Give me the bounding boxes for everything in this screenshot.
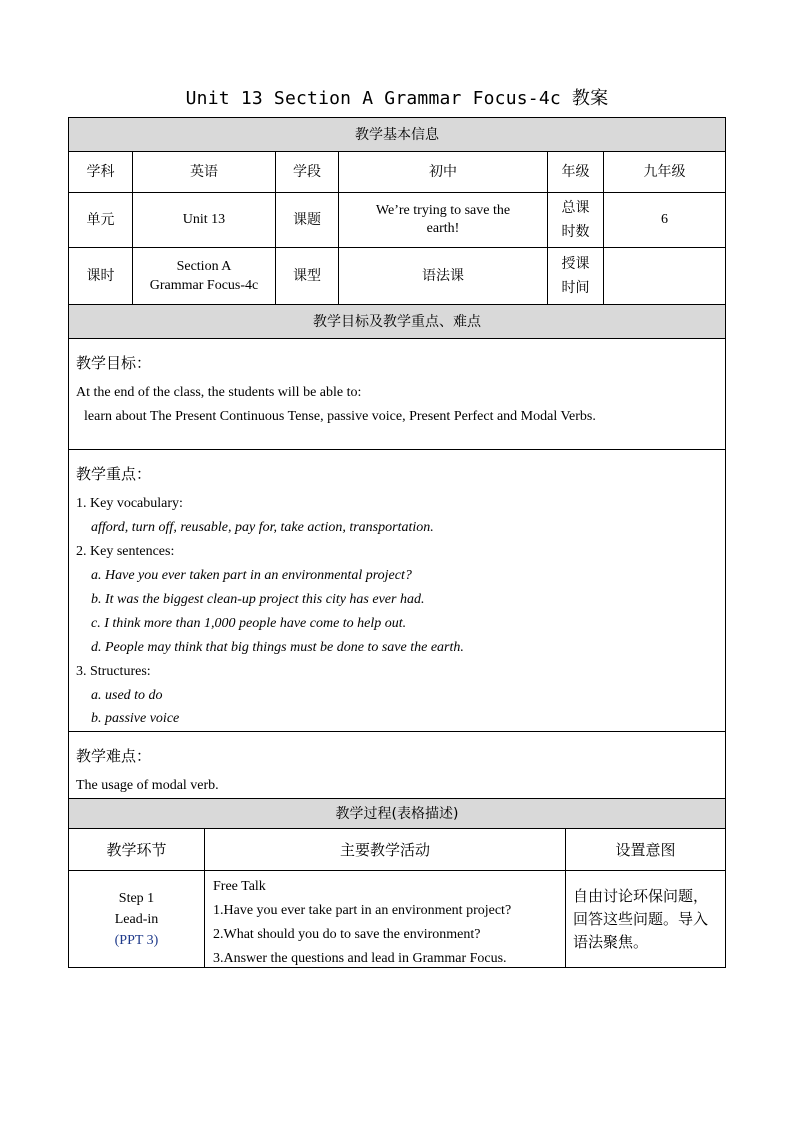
intent-text: 自由讨论环保问题，回答这些问题。导入语法聚焦。	[573, 887, 709, 951]
difficulty-label: 教学难点：	[76, 747, 152, 765]
teaching-time-label-line2: 时间	[561, 280, 590, 296]
unit-value: Unit 13	[132, 192, 276, 248]
key-item: a. Have you ever taken part in an environmental project?	[91, 568, 412, 583]
unit-label: 单元	[68, 192, 133, 248]
key-item: 3. Structures:	[76, 664, 151, 679]
key-item: b. It was the biggest clean-up project this city has ever had.	[91, 592, 425, 607]
key-item: 2. Key sentences:	[76, 544, 175, 559]
teaching-time-label-line1: 授课	[561, 256, 590, 272]
objective-line-1: At the end of the class, the students will be able to:	[76, 385, 362, 400]
grade-label: 年级	[547, 151, 604, 193]
period-value	[132, 247, 276, 305]
key-points-label: 教学重点：	[76, 465, 152, 483]
key-item: c. I think more than 1,000 people have come to help out.	[91, 616, 407, 631]
total-hours-value: 6	[603, 192, 726, 248]
lesson-type-value: 语法课	[338, 247, 548, 305]
col-header-stage: 教学环节	[68, 828, 205, 871]
key-item: d. People may think that big things must be done to save the earth.	[91, 640, 464, 655]
basic-info-header: 教学基本信息	[68, 117, 726, 152]
objective-label: 教学目标：	[76, 354, 152, 372]
topic-label: 课题	[275, 192, 339, 248]
subject-label: 学科	[68, 151, 133, 193]
intent-cell	[565, 870, 726, 968]
total-hours-label-line2: 时数	[561, 224, 590, 240]
period-value-line2: Grammar Focus-4c	[149, 278, 259, 293]
col-header-activities: 主要教学活动	[204, 828, 566, 871]
lesson-type-label: 课型	[275, 247, 339, 305]
total-hours-label	[547, 192, 604, 248]
document-title: Unit 13 Section A Grammar Focus-4c 教案	[185, 88, 609, 109]
goals-divider-1	[68, 449, 726, 450]
key-item: 1. Key vocabulary:	[76, 496, 183, 511]
col-header-intent: 设置意图	[565, 828, 726, 871]
topic-value: We’re trying to save the earth!	[338, 192, 548, 248]
key-item: afford, turn off, reusable, pay for, take action, transportation.	[91, 520, 434, 535]
activity-line: 1.Have you ever take part in an environment project?	[213, 903, 512, 918]
goals-header: 教学目标及教学重点、难点	[68, 304, 726, 339]
period-label: 课时	[68, 247, 133, 305]
activity-line: 3.Answer the questions and lead in Grammar Focus.	[213, 951, 507, 966]
step-ppt-ref: (PPT 3)	[114, 932, 159, 948]
key-item: b. passive voice	[91, 711, 180, 726]
key-item: a. used to do	[91, 688, 163, 703]
period-value-line1: Section A	[176, 259, 232, 274]
activity-line: 2.What should you do to save the environment?	[213, 927, 481, 942]
teaching-time-value	[603, 247, 726, 305]
goals-divider-2	[68, 731, 726, 732]
difficulty-text: The usage of modal verb.	[76, 778, 219, 793]
activities-cell	[204, 870, 566, 968]
teaching-time-label	[547, 247, 604, 305]
step-cell	[68, 870, 205, 968]
subject-value: 英语	[132, 151, 276, 193]
objective-line-2: learn about The Present Continuous Tense, passive voice, Present Perfect and Modal Verbs.	[84, 409, 596, 424]
step-name: Lead-in	[114, 911, 159, 927]
activity-line: Free Talk	[213, 879, 266, 894]
stage-value: 初中	[338, 151, 548, 193]
total-hours-label-line1: 总课	[561, 200, 590, 216]
stage-label: 学段	[275, 151, 339, 193]
step-number: Step 1	[118, 890, 155, 906]
process-header: 教学过程(表格描述)	[68, 798, 726, 829]
grade-value: 九年级	[603, 151, 726, 193]
